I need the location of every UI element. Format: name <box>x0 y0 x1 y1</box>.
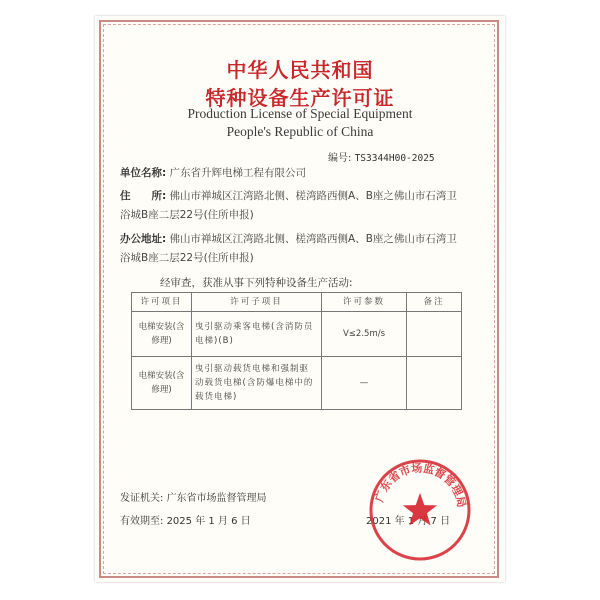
title-cn-line1: 中华人民共和国 <box>226 58 374 82</box>
official-seal-icon <box>367 457 473 563</box>
address-field <box>120 187 465 225</box>
row-item: 电梯安装(含修理) <box>132 357 192 410</box>
header-sub-item: 许可子项目 <box>192 293 322 312</box>
validity-value: 2025 年 1 月 6 日 <box>166 516 251 527</box>
validity-field <box>120 512 251 527</box>
table-row <box>132 312 462 357</box>
issue-date: 2021 年 1 月 7 日 <box>366 516 451 527</box>
permit-table <box>131 292 462 410</box>
office-address-label: 办公地址: <box>120 233 167 245</box>
title-en-line2: People's Republic of China <box>226 124 374 139</box>
unit-name-label: 单位名称: <box>120 167 167 179</box>
row-item: 电梯安装(含修理) <box>132 312 192 357</box>
title-en-line1: Production License of Special Equipment <box>187 106 413 121</box>
title-cn-line2: 特种设备生产许可证 <box>205 86 395 110</box>
validity-label: 有效期至: <box>120 516 164 527</box>
row-param: — <box>322 357 407 410</box>
issuer-field <box>120 489 267 504</box>
address-label: 住 所: <box>120 190 167 202</box>
seal-text: 广东省市场监督管理局 <box>372 461 469 509</box>
permit-table-header <box>132 293 462 312</box>
unit-name-field <box>120 164 465 183</box>
header-item: 许可项目 <box>132 293 192 312</box>
address-value: 佛山市禅城区江湾路北侧、槎湾路西侧A、B座之佛山市石湾卫浴城B座二层22号(住所申报) <box>120 190 457 221</box>
unit-name-value: 广东省升辉电梯工程有限公司 <box>169 167 307 179</box>
serial-number <box>328 149 435 164</box>
row-sub-item: 曳引驱动乘客电梯(含消防员电梯)(B) <box>192 312 322 357</box>
header-param: 许可参数 <box>322 293 407 312</box>
table-row <box>132 357 462 410</box>
serial-value: TS3344H00-2025 <box>354 153 435 164</box>
issuer-label: 发证机关: <box>120 493 164 504</box>
row-param: V≤2.5m/s <box>322 312 407 357</box>
row-note <box>407 357 462 410</box>
serial-label: 编号: <box>328 153 352 164</box>
issuer-value: 广东省市场监督管理局 <box>166 493 267 504</box>
row-sub-item: 曳引驱动载货电梯和强制驱动载货电梯(含防爆电梯中的载货电梯) <box>192 357 322 410</box>
row-note <box>407 312 462 357</box>
office-address-value: 佛山市禅城区江湾路北侧、槎湾路西侧A、B座之佛山市石湾卫浴城B座二层22号(住所申报) <box>120 233 457 264</box>
office-address-field <box>120 230 465 268</box>
header-note: 备注 <box>407 293 462 312</box>
approval-intro: 经审查，获准从事下列特种设备生产活动: <box>160 277 353 289</box>
